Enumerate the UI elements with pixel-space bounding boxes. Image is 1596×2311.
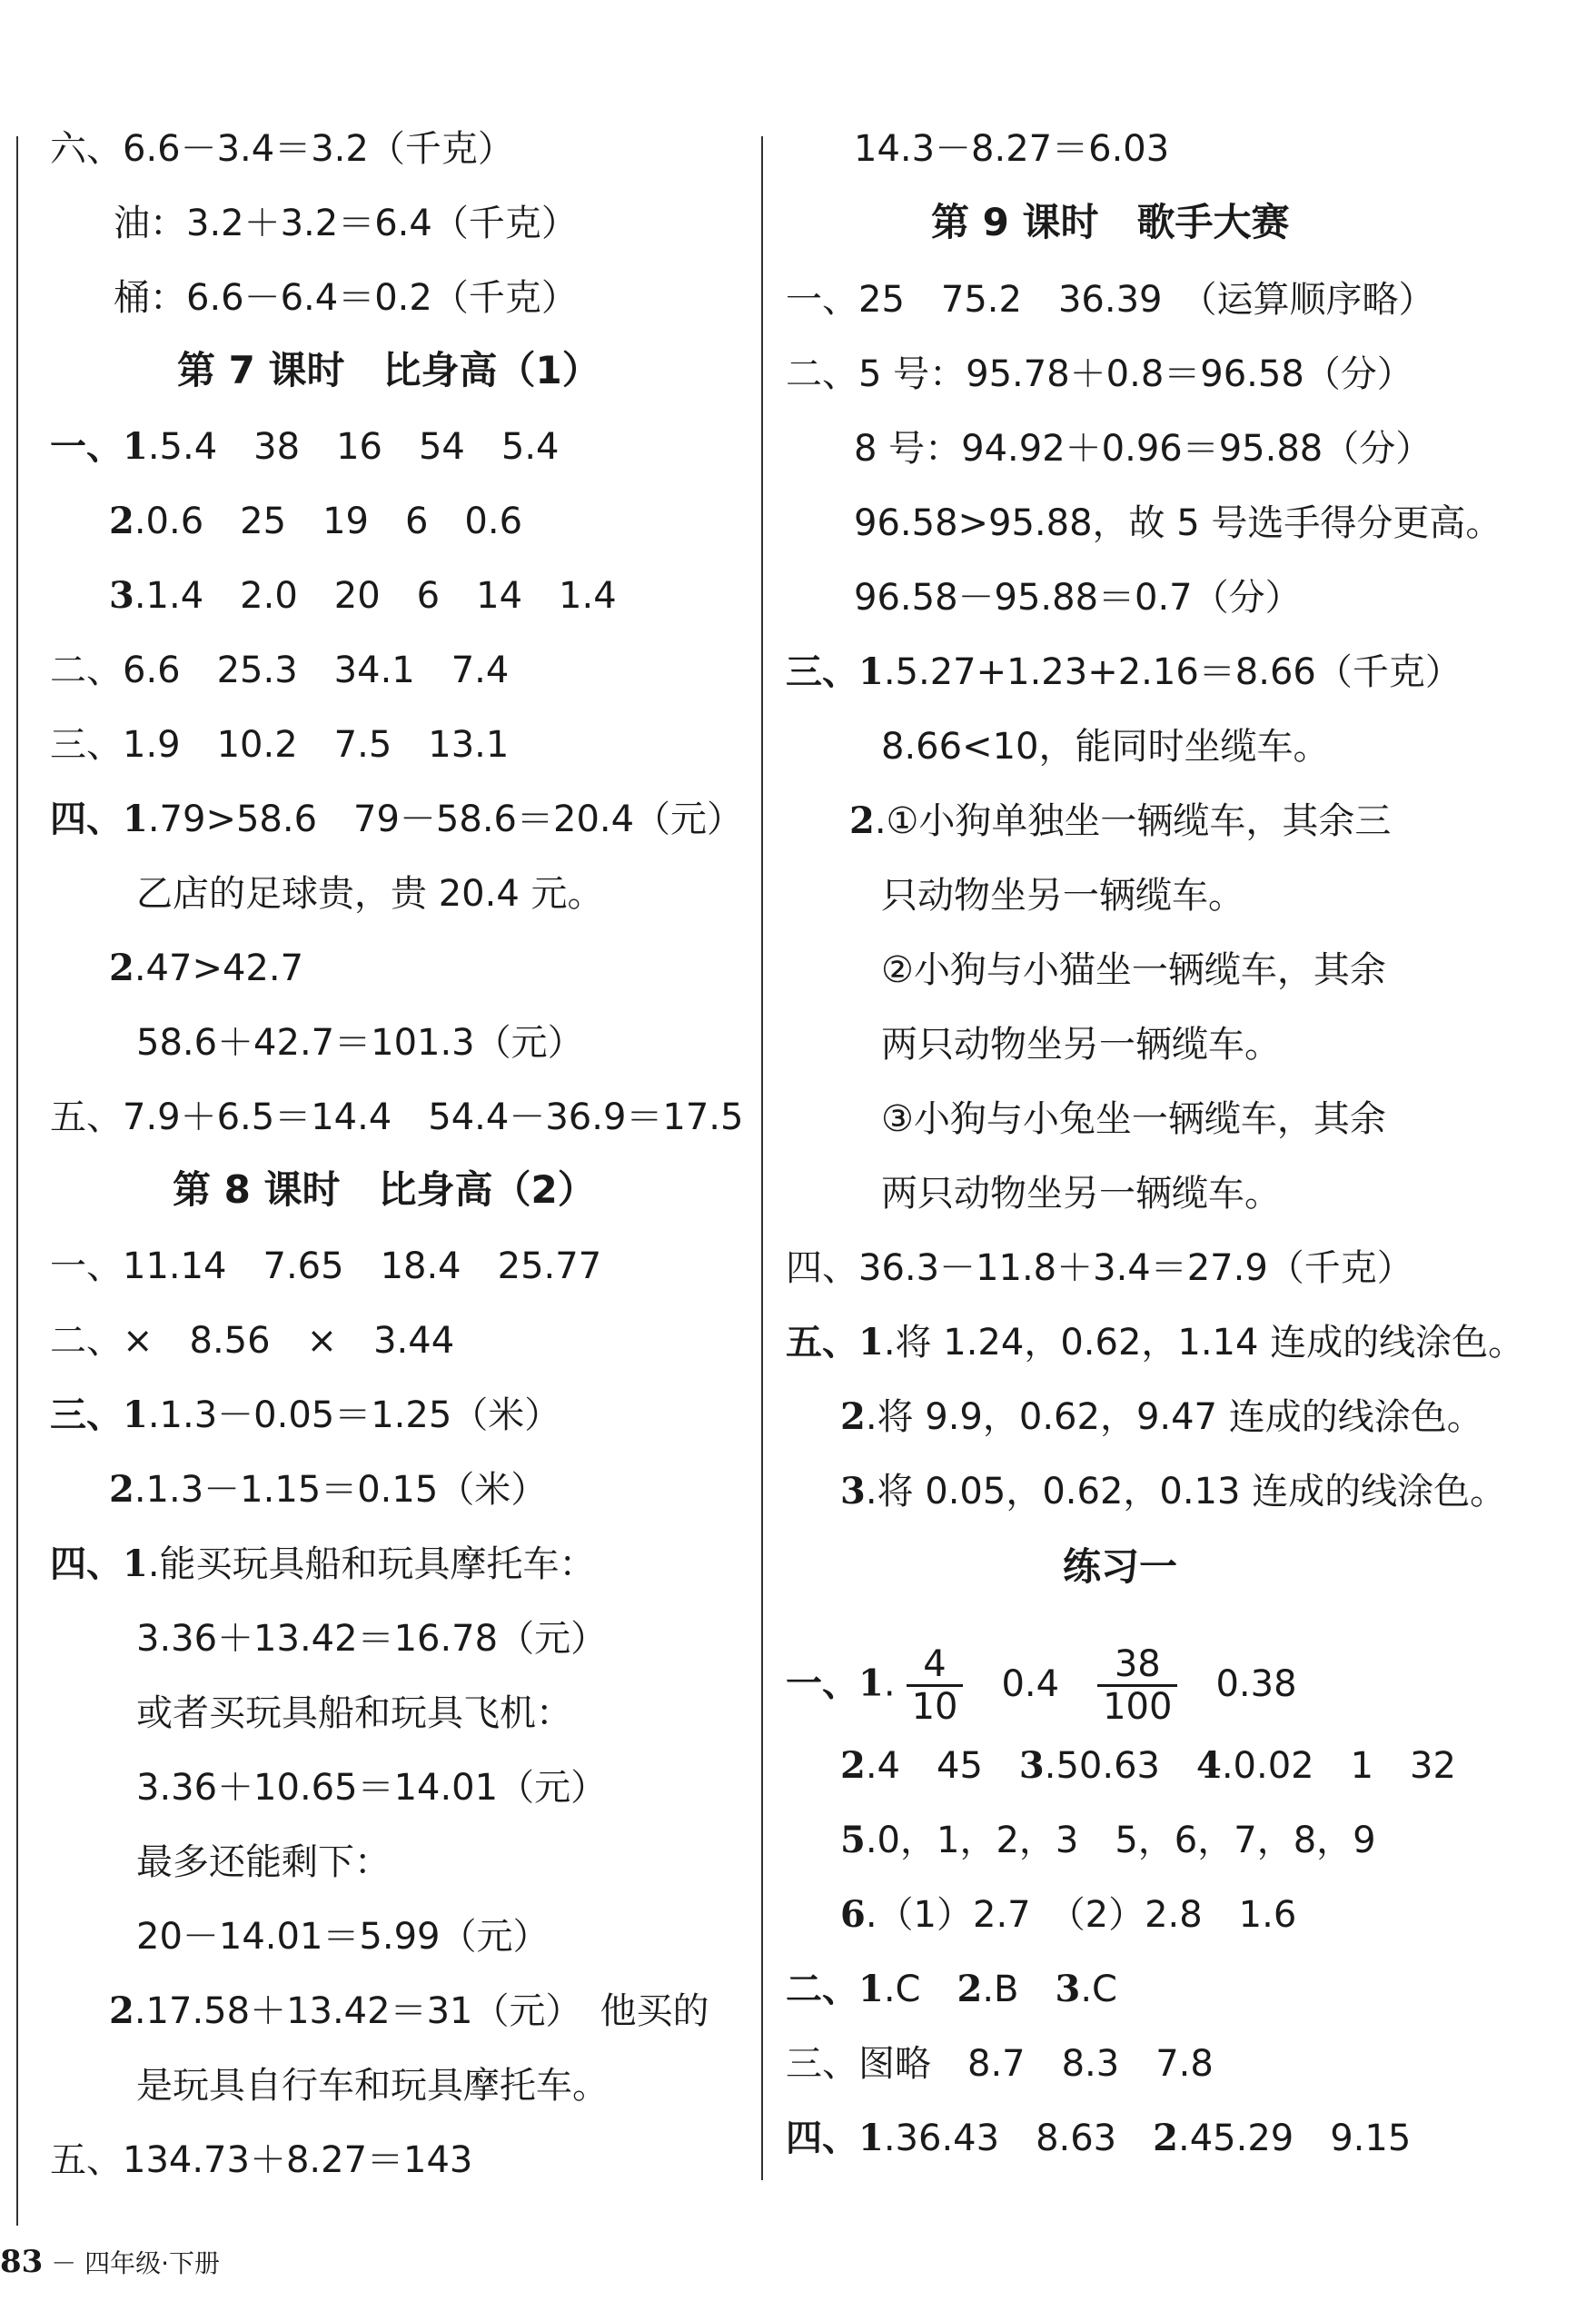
answer-line (881, 1097, 1386, 1141)
answer-text: .（1）2.7 （2）2.8 1.6 (865, 1894, 1297, 1936)
answer-text: .4 45 (865, 1745, 1019, 1787)
answer-text: .47>42.7 (134, 947, 304, 989)
answer-text: 第 7 课时 比身高（1） (177, 348, 600, 392)
answer-line (114, 202, 578, 245)
answer-text: .0.02 1 32 (1221, 1745, 1456, 1787)
answer-text: 第 9 课时 歌手大赛 (931, 200, 1290, 244)
answer-text: 五、7.9＋6.5＝14.4 54.4－36.9＝17.5 (50, 1096, 744, 1138)
item-number: 2 (109, 1468, 134, 1511)
answer-text: ②小狗与小猫坐一辆缆车，其余 (881, 949, 1386, 991)
item-number: 3 (1055, 1968, 1081, 2010)
answer-line (50, 1542, 596, 1586)
answer-text: .①小狗单独坐一辆缆车，其余三 (874, 800, 1392, 842)
answer-line (881, 725, 1329, 769)
answer-line (109, 1989, 709, 2033)
answer-line (109, 500, 522, 543)
answer-text: .5.27+1.23+2.16＝8.66（千克） (883, 651, 1462, 693)
answer-text: .C (1080, 1969, 1117, 2010)
answer-text: .能买玩具船和玩具摩托车： (147, 1543, 596, 1585)
answer-text: 六、6.6－3.4＝3.2（千克） (50, 128, 514, 170)
answer-text: .79>58.6 79－58.6＝20.4（元） (147, 798, 744, 840)
answer-line (786, 1644, 1297, 1727)
fraction-numerator: 38 (1097, 1644, 1177, 1687)
item-number: 2 (840, 1395, 866, 1438)
answer-line (109, 574, 617, 618)
item-number: 2 (840, 1744, 866, 1787)
item-number: 2 (849, 799, 875, 842)
answer-line (50, 1394, 560, 1437)
answer-line (50, 1319, 454, 1363)
item-number: 一、1 (50, 425, 148, 468)
item-number: 一、1 (786, 1661, 884, 1705)
item-number: 4 (1195, 1744, 1222, 1787)
answer-text: 8 号：94.92＋0.96＝95.88（分） (854, 428, 1432, 470)
section-heading (931, 200, 1289, 245)
answer-line (881, 874, 1244, 917)
answer-line (50, 649, 509, 692)
decimal-value: 0.38 (1215, 1662, 1297, 1705)
answer-text: 四、36.3－11.8＋3.4＝27.9（千克） (786, 1247, 1413, 1289)
answer-text: .C (883, 1969, 957, 2010)
item-number: 5 (840, 1819, 866, 1861)
answer-line (136, 2064, 609, 2108)
answer-text: 油：3.2＋3.2＝6.4（千克） (114, 203, 578, 244)
answer-line (136, 872, 604, 916)
fraction-numerator: 4 (907, 1644, 964, 1687)
answer-line (136, 1021, 584, 1065)
answer-line (840, 1819, 1376, 1862)
answer-text: .将 1.24，0.62，1.14 连成的线涂色。 (883, 1322, 1525, 1364)
footer-dash: － (51, 2248, 77, 2278)
left-margin-rule (16, 136, 18, 2226)
decimal-value: 0.4 (1001, 1662, 1060, 1705)
section-heading (177, 348, 600, 393)
item-number: 二、1 (786, 1968, 884, 2010)
item-number: 五、1 (786, 1321, 884, 1364)
item-number: 三、1 (786, 650, 884, 693)
answer-line (786, 2117, 1411, 2160)
answer-line (50, 798, 743, 841)
answer-line (109, 947, 303, 990)
answer-text: 8.66<10，能同时坐缆车。 (881, 726, 1330, 768)
answer-line (849, 799, 1391, 843)
answer-text: 96.58>95.88，故 5 号选手得分更高。 (854, 502, 1502, 544)
answer-text: . (883, 1662, 896, 1705)
section-heading (1063, 1544, 1177, 1590)
answer-line (136, 1915, 549, 1959)
item-number: 2 (109, 500, 134, 542)
answer-text: 二、× 8.56 × 3.44 (50, 1320, 455, 1362)
answer-text: 一、25 75.2 36.39 （运算顺序略） (786, 279, 1435, 321)
page-number: 83 (0, 2244, 44, 2280)
answer-text: .将 9.9，0.62，9.47 连成的线涂色。 (865, 1396, 1483, 1438)
fraction-denominator: 10 (911, 1686, 958, 1728)
answer-line (854, 127, 1169, 171)
answer-text: 14.3－8.27＝6.03 (854, 128, 1170, 170)
answer-line (50, 723, 509, 767)
answer-line (881, 948, 1386, 992)
answer-text: 桶：6.6－6.4＝0.2（千克） (114, 277, 578, 319)
answer-line (786, 1321, 1524, 1364)
answer-text: 96.58－95.88＝0.7（分） (854, 577, 1302, 619)
answer-line (840, 1893, 1296, 1937)
answer-text: 练习一 (1063, 1544, 1178, 1589)
answer-text: 3.36＋10.65＝14.01（元） (136, 1767, 608, 1809)
answer-line (136, 1617, 607, 1661)
answer-text: 一、11.14 7.65 18.4 25.77 (50, 1245, 602, 1287)
item-number: 3 (109, 574, 134, 617)
answer-line (840, 1744, 1456, 1788)
answer-line (854, 501, 1502, 545)
answer-line (786, 352, 1413, 396)
answer-text: 乙店的足球贵，贵 20.4 元。 (136, 873, 604, 915)
answer-line (136, 1840, 391, 1884)
answer-line (50, 2138, 472, 2182)
item-number: 三、1 (50, 1394, 148, 1436)
answer-line (881, 1023, 1281, 1066)
answer-text: .36.43 8.63 (883, 2118, 1154, 2159)
answer-text: .0.6 25 19 6 0.6 (134, 501, 523, 542)
answer-text: 二、6.6 25.3 34.1 7.4 (50, 650, 510, 691)
item-number: 四、1 (786, 2117, 884, 2159)
fraction-denominator: 100 (1103, 1686, 1173, 1728)
item-number: 2 (109, 1989, 134, 2032)
answer-text: .50.63 (1044, 1745, 1196, 1787)
answer-line (786, 278, 1434, 322)
answer-text: .B (982, 1969, 1056, 2010)
answer-text: 三、1.9 10.2 7.5 13.1 (50, 724, 510, 766)
answer-line (50, 425, 559, 469)
answer-text: 58.6＋42.7＝101.3（元） (136, 1022, 584, 1064)
answer-text: 三、图略 8.7 8.3 7.8 (786, 2043, 1214, 2085)
item-number: 3 (1018, 1744, 1045, 1787)
answer-line (786, 2042, 1214, 2086)
answer-text: 是玩具自行车和玩具摩托车。 (136, 2065, 609, 2107)
answer-line (50, 1245, 601, 1288)
answer-line (50, 1096, 743, 1139)
answer-text: 两只动物坐另一辆缆车。 (881, 1024, 1281, 1066)
answer-line (854, 427, 1432, 471)
answer-line (50, 127, 514, 171)
answer-text: .5.4 38 16 54 5.4 (147, 426, 560, 468)
answer-line (786, 650, 1462, 694)
fraction-38-100 (1097, 1644, 1177, 1727)
answer-text: 只动物坐另一辆缆车。 (881, 875, 1244, 917)
answer-text: 20－14.01＝5.99（元） (136, 1916, 550, 1958)
page-footer (0, 2244, 220, 2282)
answer-line (114, 276, 578, 320)
answer-text: .45.29 9.15 (1177, 2118, 1412, 2159)
answer-text: 3.36＋13.42＝16.78（元） (136, 1618, 608, 1660)
answer-text: ③小狗与小兔坐一辆缆车，其余 (881, 1098, 1386, 1140)
fraction-4-10 (907, 1644, 964, 1727)
answer-text: .1.3－1.15＝0.15（米） (134, 1469, 548, 1511)
answer-line (136, 1691, 572, 1735)
item-number: 四、1 (50, 798, 148, 840)
answer-line (840, 1395, 1483, 1439)
item-number: 2 (109, 947, 134, 989)
answer-line (840, 1470, 1506, 1513)
column-divider (761, 136, 763, 2180)
answer-line (881, 1172, 1281, 1215)
answer-text: 五、134.73＋8.27＝143 (50, 2139, 473, 2181)
item-number: 3 (840, 1470, 866, 1513)
answer-text: 最多还能剩下： (136, 1841, 391, 1883)
answer-text: 或者买玩具船和玩具飞机： (136, 1692, 572, 1734)
answer-text: 二、5 号：95.78＋0.8＝96.58（分） (786, 353, 1413, 395)
answer-line (136, 1766, 607, 1810)
item-number: 2 (1153, 2117, 1178, 2159)
section-heading (173, 1167, 596, 1213)
answer-text: 第 8 课时 比身高（2） (173, 1167, 596, 1212)
item-number: 2 (957, 1968, 983, 2010)
item-number: 6 (840, 1893, 866, 1936)
answer-text: 两只动物坐另一辆缆车。 (881, 1173, 1281, 1215)
answer-line (786, 1246, 1413, 1290)
answer-text: .1.3－0.05＝1.25（米） (147, 1394, 561, 1436)
answer-line (109, 1468, 547, 1512)
answer-line (786, 1968, 1117, 2011)
answer-text: .17.58＋13.42＝31（元） 他买的 (134, 1990, 709, 2032)
answer-text: .1.4 2.0 20 6 14 1.4 (134, 575, 617, 617)
grade-label: 四年级·下册 (84, 2248, 221, 2278)
answer-text: .将 0.05，0.62，0.13 连成的线涂色。 (865, 1471, 1507, 1513)
answer-text: .0，1，2，3 5，6，7，8，9 (865, 1820, 1376, 1861)
item-number: 四、1 (50, 1542, 148, 1585)
answer-line (854, 576, 1302, 620)
